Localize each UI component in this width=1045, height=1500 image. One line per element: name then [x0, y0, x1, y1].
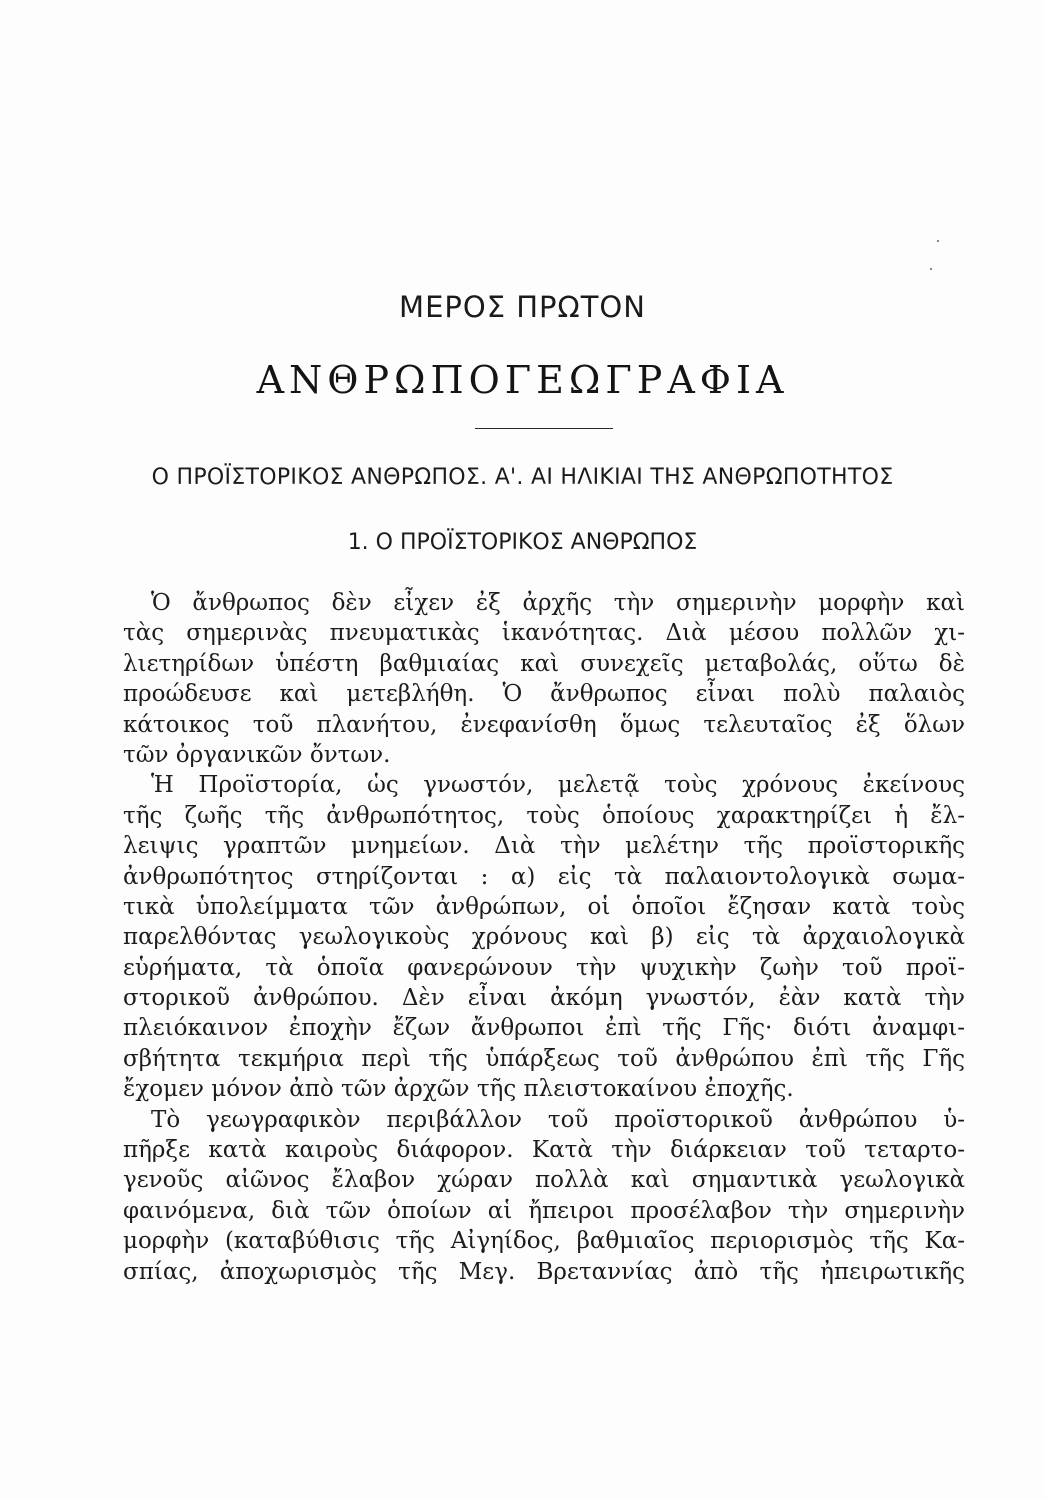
- text-line: παρελθόντας γεωλογικοὺς χρόνους καὶ β) εἰς τὰ ἀρχαιολογικὰ: [123, 924, 965, 951]
- text-line: εὑρήματα, τὰ ὁποῖα φανερώνουν τὴν ψυχικὴν ζωὴν τοῦ προϊ-: [123, 954, 965, 981]
- text-line: λειψις γραπτῶν μνημείων. Διὰ τὴν μελέτην τῆς προϊστορικῆς: [123, 833, 965, 860]
- paragraph-2: [123, 770, 965, 1104]
- text-line: πλειόκαινον ἐποχὴν ἔζων ἄνθρωποι ἐπὶ τῆς Γῆς· διότι ἀναμφι-: [123, 1015, 965, 1042]
- text-line: τῶν ὀργανικῶν ὄντων.: [123, 741, 391, 768]
- text-line: τῆς ζωῆς τῆς ἀνθρωπότητος, τοὺς ὁποίους χαρακτηρίζει ἡ ἔλ-: [123, 802, 965, 829]
- text-line: τὰς σημερινὰς πνευματικὰς ἱκανότητας. Διὰ μέσου πολλῶν χι-: [123, 620, 965, 647]
- main-title: ΑΝΘΡΩΠΟΓΕΩΓΡΑΦΙΑ: [256, 358, 789, 402]
- text-line: γενοῦς αἰῶνος ἔλαβον χώραν πολλὰ καὶ σημαντικὰ γεωλογικὰ: [123, 1167, 965, 1194]
- paper-speck: [930, 268, 932, 270]
- text-line: ἔχομεν μόνον ἀπὸ τῶν ἀρχῶν τῆς πλειστοκαίνου ἐποχῆς.: [123, 1076, 794, 1103]
- text-line: μορφὴν (καταβύθισις τῆς Αἰγηίδος, βαθμιαῖος περιορισμὸς τῆς Κα-: [123, 1228, 965, 1255]
- text-line: σβήτητα τεκμήρια περὶ τῆς ὑπάρξεως τοῦ ἀνθρώπου ἐπὶ τῆς Γῆς: [123, 1045, 965, 1072]
- section-heading: 1. Ο ΠΡΟΪΣΤΟΡΙΚΟΣ ΑΝΘΡΩΠΟΣ: [347, 530, 698, 555]
- title-divider: [475, 428, 613, 429]
- part-heading: ΜΕΡΟΣ ΠΡΩΤΟΝ: [399, 290, 646, 324]
- paragraph-1: [123, 588, 965, 770]
- text-line: κάτοικος τοῦ πλανήτου, ἐνεφανίσθη ὅμως τελευταῖος ἐξ ὅλων: [123, 711, 965, 738]
- text-line: προώδευσε καὶ μετεβλήθη. Ὁ ἄνθρωπος εἶναι πολὺ παλαιὸς: [123, 681, 965, 708]
- text-line: σπίας, ἀποχωρισμὸς τῆς Μεγ. Βρεταννίας ἀπὸ τῆς ἠπειρωτικῆς: [123, 1258, 965, 1285]
- text-line: Ὁ ἄνθρωπος δὲν εἶχεν ἐξ ἀρχῆς τὴν σημερινὴν μορφὴν καὶ: [151, 590, 965, 616]
- paragraph-3: [123, 1105, 965, 1287]
- text-line: ἀνθρωπότητος στηρίζονται : α) εἰς τὰ παλαιοντολογικὰ σωμα-: [123, 863, 965, 890]
- text-line: λιετηρίδων ὑπέστη βαθμιαίας καὶ συνεχεῖς μεταβολάς, οὕτω δὲ: [123, 650, 965, 677]
- body-text: [123, 588, 965, 1287]
- text-line: πῆρξε κατὰ καιροὺς διάφορον. Κατὰ τὴν διάρκειαν τοῦ τεταρτο-: [123, 1137, 965, 1164]
- text-line: Τὸ γεωγραφικὸν περιβάλλον τοῦ προϊστορικοῦ ἀνθρώπου ὑ-: [151, 1106, 965, 1133]
- chapter-heading: Ο ΠΡΟΪΣΤΟΡΙΚΟΣ ΑΝΘΡΩΠΟΣ. Α'. ΑΙ ΗΛΙΚΙΑΙ ΤΗΣ ΑΝΘΡΩΠΟΤΗΤΟΣ: [151, 465, 894, 490]
- paper-speck: [937, 240, 939, 242]
- text-line: Ἡ Προϊστορία, ὡς γνωστόν, μελετᾷ τοὺς χρόνους ἐκείνους: [151, 772, 965, 799]
- text-line: τικὰ ὑπολείμματα τῶν ἀνθρώπων, οἱ ὁποῖοι ἔζησαν κατὰ τοὺς: [123, 893, 965, 920]
- text-line: φαινόμενα, διὰ τῶν ὁποίων αἱ ἤπειροι προσέλαβον τὴν σημερινὴν: [123, 1197, 965, 1224]
- text-line: στορικοῦ ἀνθρώπου. Δὲν εἶναι ἀκόμη γνωστόν, ἐὰν κατὰ τὴν: [123, 985, 965, 1012]
